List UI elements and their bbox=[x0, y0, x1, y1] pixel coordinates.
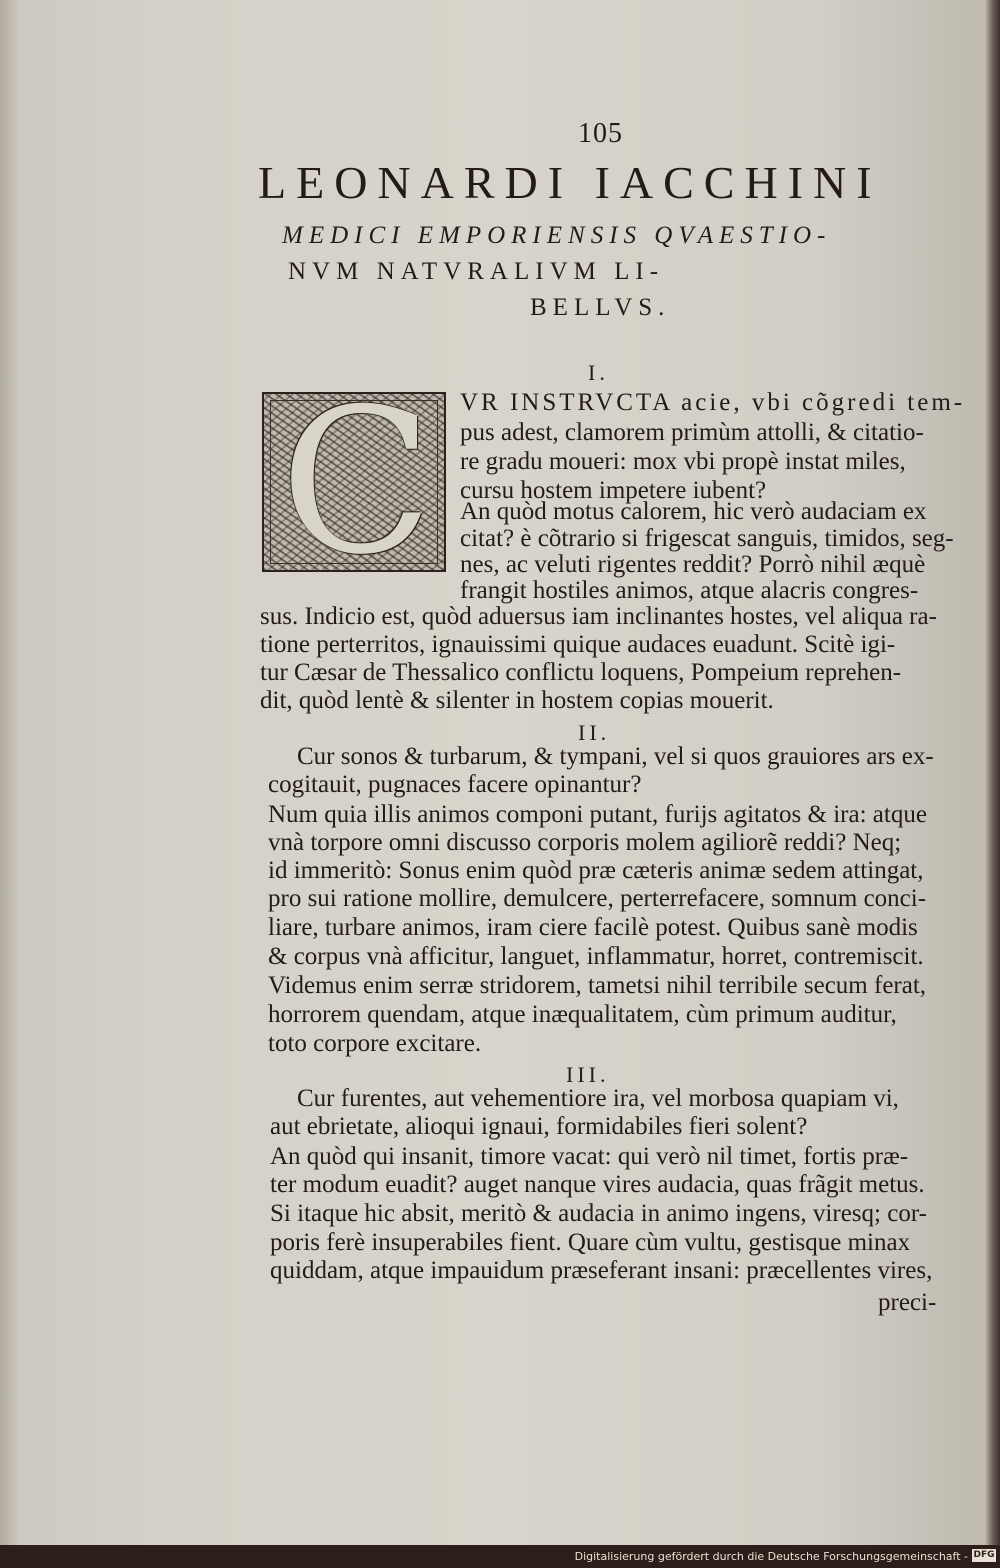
section-number-1: I. bbox=[588, 360, 609, 385]
text-line: tur Cæsar de Thessalico conflictu loquens, Pompeium reprehen- bbox=[260, 659, 902, 686]
text-line: aut ebrietate, alioqui ignaui, formidabiles fieri solent? bbox=[270, 1113, 808, 1140]
text-line: cogitauit, pugnaces facere opinantur? bbox=[268, 771, 642, 798]
text-line: tione perterritos, ignauissimi quique audaces euadunt. Scitè igi- bbox=[260, 631, 896, 658]
title-line-4: BELLVS. bbox=[530, 294, 671, 321]
text-line: Num quia illis animos componi putant, furijs agitatos & ira: atque bbox=[268, 801, 927, 828]
decorated-initial bbox=[262, 366, 446, 599]
page-number: 105 bbox=[578, 118, 623, 149]
initial-letter: C bbox=[280, 366, 434, 599]
text-line: cursu hostem impetere iubent? bbox=[460, 477, 767, 504]
text-line: An quòd motus calorem, hic verò audaciam ex bbox=[460, 498, 927, 525]
footer-credit: Digitalisierung gefördert durch die Deutsche Forschungsgemeinschaft - bbox=[574, 1550, 968, 1563]
text-line: Videmus enim serræ stridorem, tametsi nihil terribile secum ferat, bbox=[268, 972, 927, 999]
section-number-2: II. bbox=[578, 720, 611, 745]
title-line-2: MEDICI EMPORIENSIS QVAESTIO- bbox=[282, 222, 832, 249]
text-line: pus adest, clamorem primùm attolli, & citatio- bbox=[460, 419, 924, 446]
text-line: liare, turbare animos, iram ciere facilè potest. Quibus sanè modis bbox=[268, 914, 918, 941]
text-line: Cur furentes, aut vehementiore ira, vel morbosa quapiam vi, bbox=[297, 1085, 899, 1112]
text-line: ter modum euadit? auget nanque vires audacia, quas frãgit metus. bbox=[270, 1171, 925, 1198]
text-line: pro sui ratione mollire, demulcere, perterrefacere, somnum conci- bbox=[268, 885, 927, 912]
text-line: toto corpore excitare. bbox=[268, 1030, 482, 1057]
dfg-logo: DFG bbox=[973, 1550, 995, 1560]
text-line: quiddam, atque impauidum præseferant insani: præcellentes vires, bbox=[270, 1257, 933, 1284]
text-line: sus. Indicio est, quòd aduersus iam inclinantes hostes, vel aliqua ra- bbox=[260, 603, 937, 630]
text-line: vnà torpore omni discusso corporis molem agiliorẽ reddi? Neq; bbox=[268, 829, 902, 856]
title-author: LEONARDI IACCHINI bbox=[258, 157, 882, 208]
text-line: An quòd qui insanit, timore vacat: qui verò nil timet, fortis præ- bbox=[270, 1143, 909, 1170]
text-line: nes, ac veluti rigentes reddit? Porrò nihil æquè bbox=[460, 551, 926, 578]
text-line: Si itaque hic absit, meritò & audacia in animo ingens, viresq; cor- bbox=[270, 1200, 927, 1227]
text-line: frangit hostiles animos, atque alacris congres- bbox=[460, 577, 919, 604]
catchword: preci- bbox=[878, 1289, 937, 1316]
text-line: re gradu moueri: mox vbi propè instat miles, bbox=[460, 448, 906, 475]
section-number-3: III. bbox=[566, 1062, 610, 1087]
text-line: citat? è cõtrario si frigescat sanguis, timidos, seg- bbox=[460, 525, 954, 552]
text-line: dit, quòd lentè & silenter in hostem copias mouerit. bbox=[260, 687, 774, 714]
text-line: & corpus vnà afficitur, languet, inflammatur, horret, contremiscit. bbox=[268, 943, 924, 970]
text-line: horrorem quendam, atque inæqualitatem, cùm primum auditur, bbox=[268, 1001, 897, 1028]
text-line: id immeritò: Sonus enim quòd præ cæteris animæ sedem attingat, bbox=[268, 857, 924, 884]
title-line-3: NVM NATVRALIVM LI- bbox=[288, 258, 665, 285]
text-line: Cur sonos & turbarum, & tympani, vel si quos grauiores ars ex- bbox=[297, 743, 934, 770]
text-line: poris ferè insuperabiles fient. Quare cùm vultu, gestisque minax bbox=[270, 1229, 911, 1256]
text-line: VR INSTRVCTA acie, vbi cõgredi tem- bbox=[460, 389, 966, 416]
